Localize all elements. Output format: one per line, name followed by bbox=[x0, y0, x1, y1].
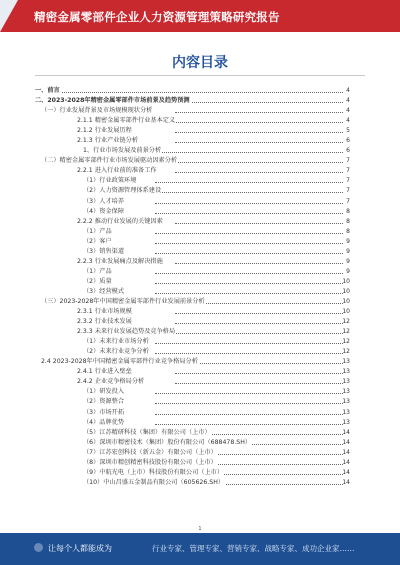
toc-entry-page: 12 bbox=[342, 328, 350, 336]
toc-entry-page: 14 bbox=[342, 438, 350, 446]
toc-entry[interactable] bbox=[35, 217, 350, 227]
toc-entry-label: （2）人力资源管理体系建设 bbox=[83, 187, 162, 195]
toc-entry-page: 9 bbox=[346, 267, 350, 275]
toc-entry-page: 13 bbox=[342, 418, 350, 426]
toc-entry-page: 7 bbox=[346, 167, 350, 175]
footer-bar bbox=[0, 533, 400, 565]
toc-entry-label: 2.2.1 进入行业前的准备工作 bbox=[77, 167, 157, 175]
toc-leader-dots bbox=[175, 122, 343, 123]
footer-logo-icon bbox=[34, 543, 43, 552]
toc-leader-dots bbox=[155, 403, 343, 404]
toc-entry-label: （1）产品 bbox=[83, 227, 112, 235]
toc-leader-dots bbox=[175, 162, 343, 163]
toc-leader-dots bbox=[155, 283, 343, 284]
toc-entry-page: 10 bbox=[342, 277, 350, 285]
toc-entry-label: 2.3.2 行业技术发展 bbox=[77, 318, 132, 326]
toc-entry-page: 9 bbox=[346, 247, 350, 255]
toc-leader-dots bbox=[175, 363, 343, 364]
toc-leader-dots bbox=[175, 263, 343, 264]
toc-entry-label: （2）质量 bbox=[83, 277, 112, 285]
toc-leader-dots bbox=[155, 203, 343, 204]
toc-leader-dots bbox=[155, 393, 343, 394]
toc-entry[interactable] bbox=[35, 227, 350, 237]
toc-entry[interactable] bbox=[35, 297, 350, 307]
toc-entry-label: （1）未来行业市场分析 bbox=[83, 338, 149, 346]
toc-leader-dots bbox=[155, 273, 343, 274]
toc-entry-label: 1、行业市场发展及前景分析 bbox=[83, 147, 162, 155]
toc-leader-dots bbox=[155, 424, 343, 425]
toc-entry[interactable] bbox=[35, 277, 350, 287]
toc-leader-dots bbox=[175, 172, 343, 173]
toc-entry-label: （1）产品 bbox=[83, 267, 112, 275]
toc-entry-label: （2）客户 bbox=[83, 237, 112, 245]
toc-entry-page: 14 bbox=[342, 448, 350, 456]
toc-entry[interactable] bbox=[35, 186, 350, 196]
toc-entry[interactable] bbox=[35, 478, 350, 488]
toc-entry-page: 4 bbox=[346, 87, 350, 94]
toc-entry-label: （4）品牌优势 bbox=[83, 418, 125, 426]
toc-entry[interactable] bbox=[35, 166, 350, 176]
toc-entry-page: 13 bbox=[342, 358, 350, 366]
toc-leader-dots bbox=[55, 92, 343, 93]
toc-leader-dots bbox=[155, 343, 343, 344]
toc-divider bbox=[35, 75, 365, 76]
toc-leader-dots bbox=[175, 132, 343, 133]
header-corner-decoration bbox=[0, 0, 18, 32]
toc-leader-dots bbox=[175, 333, 343, 334]
toc-entry-page: 8 bbox=[346, 207, 350, 215]
toc-leader-dots bbox=[175, 383, 343, 384]
toc-entry-page: 7 bbox=[346, 187, 350, 195]
toc-entry-page: 7 bbox=[346, 157, 350, 165]
toc-leader-dots bbox=[175, 142, 343, 143]
toc-entry-label: （2）未来行业竞争分析 bbox=[83, 348, 149, 356]
toc-entry-label: 2.3.3 未来行业发展趋势及竞争格局 bbox=[77, 328, 176, 336]
toc-entry-page: 14 bbox=[342, 428, 350, 436]
toc-entry[interactable] bbox=[35, 237, 350, 247]
toc-entry[interactable] bbox=[35, 146, 350, 156]
toc-entry-page: 5 bbox=[346, 127, 350, 135]
toc-leader-dots bbox=[155, 353, 343, 354]
toc-entry-page: 8 bbox=[346, 227, 350, 235]
toc-entry[interactable] bbox=[35, 397, 350, 407]
toc-entry-page: 14 bbox=[342, 468, 350, 476]
toc-entry-label: （5）江苏精研科技（集团）有限公司（上市） bbox=[83, 428, 211, 436]
toc-entry[interactable] bbox=[35, 408, 350, 418]
toc-entry-label: （6）深圳市精密技术（集团）股份有限公司（688478.SH） bbox=[83, 438, 252, 446]
toc-entry[interactable] bbox=[35, 367, 350, 377]
toc-entry-label: 2.2.3 行业发展痛点及解决措施 bbox=[77, 257, 163, 265]
toc-entry-label: 2.4.1 行业进入壁垒 bbox=[77, 368, 132, 376]
toc-entry[interactable] bbox=[35, 96, 350, 106]
toc-entry[interactable] bbox=[35, 116, 350, 126]
toc-entry[interactable] bbox=[35, 438, 350, 448]
toc-entry-page: 12 bbox=[342, 338, 350, 346]
toc-entry-label: 2.1.2 行业发展历程 bbox=[77, 127, 132, 135]
toc-entry-page: 8 bbox=[346, 217, 350, 225]
toc-entry-label: （三）2023-2028年中国精密金属零部件行业发展前景分析 bbox=[41, 297, 205, 305]
toc-entry-page: 4 bbox=[346, 117, 350, 125]
toc-leader-dots bbox=[175, 313, 343, 314]
toc-entry[interactable] bbox=[35, 317, 350, 327]
toc-entry[interactable] bbox=[35, 458, 350, 468]
toc-entry[interactable] bbox=[35, 287, 350, 297]
toc-leader-dots bbox=[155, 253, 343, 254]
toc-entry[interactable] bbox=[35, 307, 350, 317]
toc-entry-label: 2.1.1 精密金属零部件行业基本定义 bbox=[77, 117, 176, 125]
toc-entry-page: 13 bbox=[342, 368, 350, 376]
toc-entry-label: （1）行业政策环境 bbox=[83, 177, 137, 185]
toc-leader-dots bbox=[155, 414, 343, 415]
toc-leader-dots bbox=[155, 293, 343, 294]
toc-entry-page: 6 bbox=[346, 137, 350, 145]
report-title: 精密金属零部件企业人力资源管理策略研究报告 bbox=[34, 10, 280, 24]
toc-entry[interactable] bbox=[35, 448, 350, 458]
toc-entry-label: （10）中山昌盛五金制品有限公司（605626.SH） bbox=[83, 478, 225, 486]
toc-leader-dots bbox=[155, 213, 343, 214]
toc-entry-page: 7 bbox=[346, 177, 350, 185]
toc-entry[interactable] bbox=[35, 267, 350, 277]
toc-entry-label: 2.2.2 推动行业发展的关键因素 bbox=[77, 217, 163, 225]
toc-entry[interactable] bbox=[35, 257, 350, 267]
toc-heading: 内容目录 bbox=[172, 55, 228, 71]
toc-entry-label: （3）市场开拓 bbox=[83, 408, 125, 416]
toc-entry[interactable] bbox=[35, 387, 350, 397]
toc-entry-page: 12 bbox=[342, 318, 350, 326]
toc-entry[interactable] bbox=[35, 156, 350, 166]
toc-entry-label: （8）深圳市精创精密科技股份有限公司（上市） bbox=[83, 458, 217, 466]
toc-entry-label: （一）行业发展背景及市场规模现状分析 bbox=[41, 107, 153, 115]
toc-entry[interactable] bbox=[35, 247, 350, 257]
toc-entry-page: 4 bbox=[346, 107, 350, 115]
toc-entry-label: （2）资源整合 bbox=[83, 398, 125, 406]
toc-entry[interactable] bbox=[35, 418, 350, 428]
toc-entry-label: 2.4 2023-2028年中国精密金属零部件行业竞争格局分析 bbox=[41, 358, 198, 366]
toc-entry-page: 10 bbox=[342, 297, 350, 305]
toc-leader-dots bbox=[175, 223, 343, 224]
toc-entry[interactable] bbox=[35, 377, 350, 387]
toc-entry-label: （3）销售渠道 bbox=[83, 247, 125, 255]
toc-entry-page: 14 bbox=[342, 478, 350, 486]
table-of-contents bbox=[35, 86, 350, 488]
toc-leader-dots bbox=[155, 243, 343, 244]
toc-entry-label: （3）经营模式 bbox=[83, 287, 125, 295]
toc-entry[interactable] bbox=[35, 176, 350, 186]
toc-entry[interactable] bbox=[35, 197, 350, 207]
toc-leader-dots bbox=[155, 152, 343, 153]
toc-entry-label: 2.4.2 企业竞争格局分析 bbox=[77, 378, 145, 386]
toc-entry-label: （二）精密金属零部件行业市场发展驱动因素分析 bbox=[41, 157, 178, 165]
toc-entry-page: 10 bbox=[342, 287, 350, 295]
toc-leader-dots bbox=[155, 192, 343, 193]
page-number: 1 bbox=[198, 526, 202, 532]
header-bar bbox=[0, 0, 400, 32]
toc-entry-label: （9）中航光电（上市）科技股份有限公司（上市） bbox=[83, 468, 224, 476]
toc-entry-page: 13 bbox=[342, 398, 350, 406]
toc-entry-page: 9 bbox=[346, 257, 350, 265]
toc-entry-page: 10 bbox=[342, 308, 350, 316]
toc-entry-label: （3）人才培养 bbox=[83, 197, 125, 205]
toc-entry-label: （4）资金保障 bbox=[83, 207, 125, 215]
toc-entry[interactable] bbox=[35, 357, 350, 367]
toc-entry-label: 2.1.3 行业产业链分析 bbox=[77, 137, 139, 145]
toc-entry-label: 一、前言 bbox=[35, 87, 60, 94]
toc-entry-label: （7）江苏宏创科技（新五金）有限公司（上市） bbox=[83, 448, 217, 456]
toc-entry[interactable] bbox=[35, 86, 350, 96]
toc-leader-dots bbox=[175, 112, 343, 113]
toc-entry[interactable] bbox=[35, 347, 350, 357]
toc-entry-page: 13 bbox=[342, 408, 350, 416]
toc-entry[interactable] bbox=[35, 468, 350, 478]
footer-tagline: 行业专家、管理专家、营销专家、战略专家、成功企业家…… bbox=[152, 544, 355, 553]
toc-entry-page: 7 bbox=[346, 197, 350, 205]
toc-entry-page: 9 bbox=[346, 237, 350, 245]
toc-leader-dots bbox=[155, 233, 343, 234]
toc-entry[interactable] bbox=[35, 136, 350, 146]
toc-leader-dots bbox=[155, 182, 343, 183]
toc-entry-label: 2.3.1 行业市场规模 bbox=[77, 308, 132, 316]
toc-entry-page: 13 bbox=[342, 378, 350, 386]
toc-entry[interactable] bbox=[35, 207, 350, 217]
toc-entry-page: 12 bbox=[342, 348, 350, 356]
footer-slogan: 让每个人都能成为 bbox=[48, 544, 112, 553]
toc-entry[interactable] bbox=[35, 106, 350, 116]
toc-entry[interactable] bbox=[35, 126, 350, 136]
toc-entry-label: （1）研发投入 bbox=[83, 388, 125, 396]
toc-entry[interactable] bbox=[35, 428, 350, 438]
toc-entry-page: 14 bbox=[342, 458, 350, 466]
toc-entry[interactable] bbox=[35, 327, 350, 337]
toc-entry-page: 6 bbox=[346, 147, 350, 155]
toc-entry[interactable] bbox=[35, 337, 350, 347]
toc-leader-dots bbox=[175, 373, 343, 374]
toc-entry-page: 13 bbox=[342, 388, 350, 396]
toc-entry-page: 4 bbox=[346, 97, 350, 105]
toc-leader-dots bbox=[175, 323, 343, 324]
toc-entry-label: 二、2023-2028年精密金属零部件市场前景及趋势预测 bbox=[35, 97, 190, 105]
